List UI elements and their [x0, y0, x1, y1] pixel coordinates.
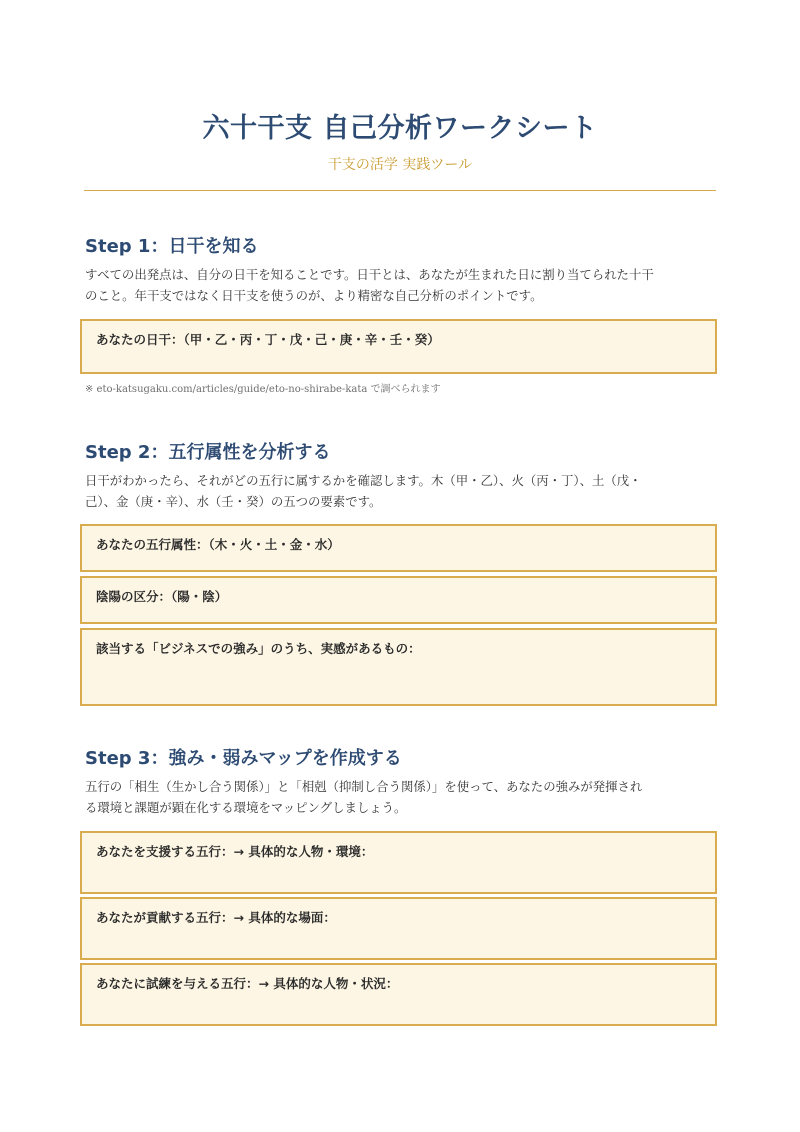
step1-description-line: のこと。年干支ではなく日干支を使うのが、より精密な自己分析のポイントです。: [85, 288, 543, 303]
step2-strengths-field[interactable]: [80, 628, 717, 706]
step1-lookup-note: ※ eto-katsugaku.com/articles/guide/eto-no-shirabe-kata で調べられます: [85, 384, 441, 395]
step1-day-stem-field[interactable]: [80, 319, 717, 374]
header-divider: [84, 190, 716, 191]
step2-heading: Step 2：五行属性を分析する: [85, 442, 331, 463]
step3-contribute-field[interactable]: [80, 897, 717, 960]
step2-description-line: 日干がわかったら、それがどの五行に属するかを確認します。木（甲・乙）、火（丙・丁）、土（戊・: [85, 473, 642, 488]
step3-description: [85, 776, 717, 818]
step3-heading: Step 3：強み・弱みマップを作成する: [85, 748, 402, 769]
step3-support-label: あなたを支援する五行：→ 具体的な人物・環境：: [96, 844, 374, 859]
page-subtitle: 干支の活学 実践ツール: [327, 157, 473, 173]
step3-challenge-field[interactable]: [80, 963, 717, 1026]
step3-contribute-label: あなたが貢献する五行：→ 具体的な場面：: [96, 910, 336, 925]
step2-strengths-label: 該当する「ビジネスでの強み」のうち、実感があるもの：: [96, 641, 421, 656]
step1-heading: Step 1：日干を知る: [85, 236, 259, 257]
step2-yinyang-field[interactable]: [80, 576, 717, 624]
step3-description-line: る環境と課題が顕在化する環境をマッピングしましょう。: [85, 800, 407, 815]
step1-description: [85, 264, 717, 306]
step2-element-label: あなたの五行属性：（木・火・土・金・水）: [96, 537, 340, 552]
step2-element-field[interactable]: [80, 524, 717, 572]
step2-yinyang-label: 陰陽の区分：（陽・陰）: [96, 589, 228, 604]
step3-challenge-label: あなたに試練を与える五行：→ 具体的な人物・状況：: [96, 976, 399, 991]
step2-description-line: 己）、金（庚・辛）、水（壬・癸）の五つの要素です。: [85, 494, 382, 509]
step3-description-line: 五行の「相生（生かし合う関係）」と「相剋（抑制し合う関係）」を使って、あなたの強みが発揮され: [85, 779, 643, 794]
step2-description: [85, 470, 717, 512]
step1-description-line: すべての出発点は、自分の日干を知ることです。日干とは、あなたが生まれた日に割り当てられた十干: [85, 267, 654, 282]
step3-support-field[interactable]: [80, 831, 717, 894]
step1-day-stem-label: あなたの日干：（甲・乙・丙・丁・戊・己・庚・辛・壬・癸）: [96, 332, 440, 347]
page-title: 六十干支 自己分析ワークシート: [202, 113, 598, 144]
